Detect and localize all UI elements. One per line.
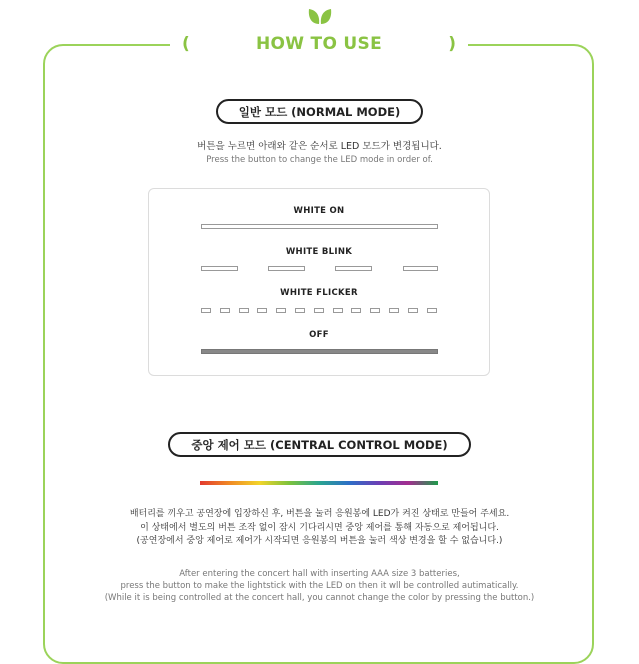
blink-segment bbox=[201, 266, 238, 271]
blink-segment bbox=[403, 266, 438, 271]
flicker-segment bbox=[408, 308, 418, 313]
white-on-bar bbox=[201, 224, 438, 229]
flicker-segment bbox=[220, 308, 230, 313]
mode-label-off: OFF bbox=[309, 330, 329, 340]
desc-en-line: After entering the concert hall with inserting AAA size 3 batteries, bbox=[179, 569, 460, 579]
mode-label-white-blink: WHITE BLINK bbox=[285, 247, 353, 257]
flicker-segment bbox=[351, 308, 361, 313]
desc-en-line: press the button to make the lightstick with the LED on then it wll be controlled autimatically. bbox=[120, 581, 519, 591]
central-mode-desc-ko bbox=[0, 508, 639, 549]
desc-ko-line: (공연장에서 중앙 제어로 제어가 시작되면 응원봉의 버튼을 눌러 색상 변경을 할 수 없습니다.) bbox=[136, 536, 503, 546]
desc-en-line: (While it is being controlled at the concert hall, you cannot change the color by pressing the button.) bbox=[104, 593, 535, 603]
blink-segment bbox=[268, 266, 305, 271]
normal-mode-desc-ko: 버튼을 누르면 아래와 같은 순서로 LED 모드가 변경됩니다. bbox=[197, 141, 442, 152]
central-mode-title: 중앙 제어 모드 (CENTRAL CONTROL MODE) bbox=[168, 432, 471, 457]
mode-label-white-flicker: WHITE FLICKER bbox=[280, 288, 358, 298]
flicker-segment bbox=[257, 308, 267, 313]
off-bar bbox=[201, 349, 438, 354]
led-mode-panel bbox=[148, 188, 490, 376]
leaf-icon bbox=[305, 6, 335, 26]
normal-mode-desc-en: Press the button to change the LED mode in order of. bbox=[206, 155, 433, 165]
flicker-segment bbox=[333, 308, 343, 313]
central-mode-desc-en bbox=[0, 568, 639, 604]
flicker-segment bbox=[427, 308, 437, 313]
flicker-segment bbox=[239, 308, 249, 313]
flicker-segment bbox=[295, 308, 305, 313]
flicker-segment bbox=[276, 308, 286, 313]
page-title bbox=[170, 32, 468, 56]
close-bracket: ) bbox=[448, 34, 456, 54]
flicker-segment bbox=[314, 308, 324, 313]
flicker-segment bbox=[201, 308, 211, 313]
desc-ko-line: 이 상태에서 별도의 버튼 조작 없이 잠시 기다리시면 중앙 제어를 통해 자동으로 제어됩니다. bbox=[140, 522, 499, 533]
flicker-segment bbox=[389, 308, 399, 313]
desc-ko-line: 배터리를 끼우고 공연장에 입장하신 후, 버튼을 눌러 응원봉에 LED가 켜진 상태로 만들어 주세요. bbox=[129, 509, 510, 519]
flicker-segment bbox=[370, 308, 380, 313]
open-bracket: ( bbox=[182, 34, 190, 54]
normal-mode-title: 일반 모드 (NORMAL MODE) bbox=[216, 99, 423, 124]
title-text: HOW TO USE bbox=[256, 34, 382, 54]
mode-label-white-on: WHITE ON bbox=[293, 206, 345, 216]
blink-segment bbox=[335, 266, 372, 271]
rainbow-color-bar bbox=[200, 481, 438, 485]
